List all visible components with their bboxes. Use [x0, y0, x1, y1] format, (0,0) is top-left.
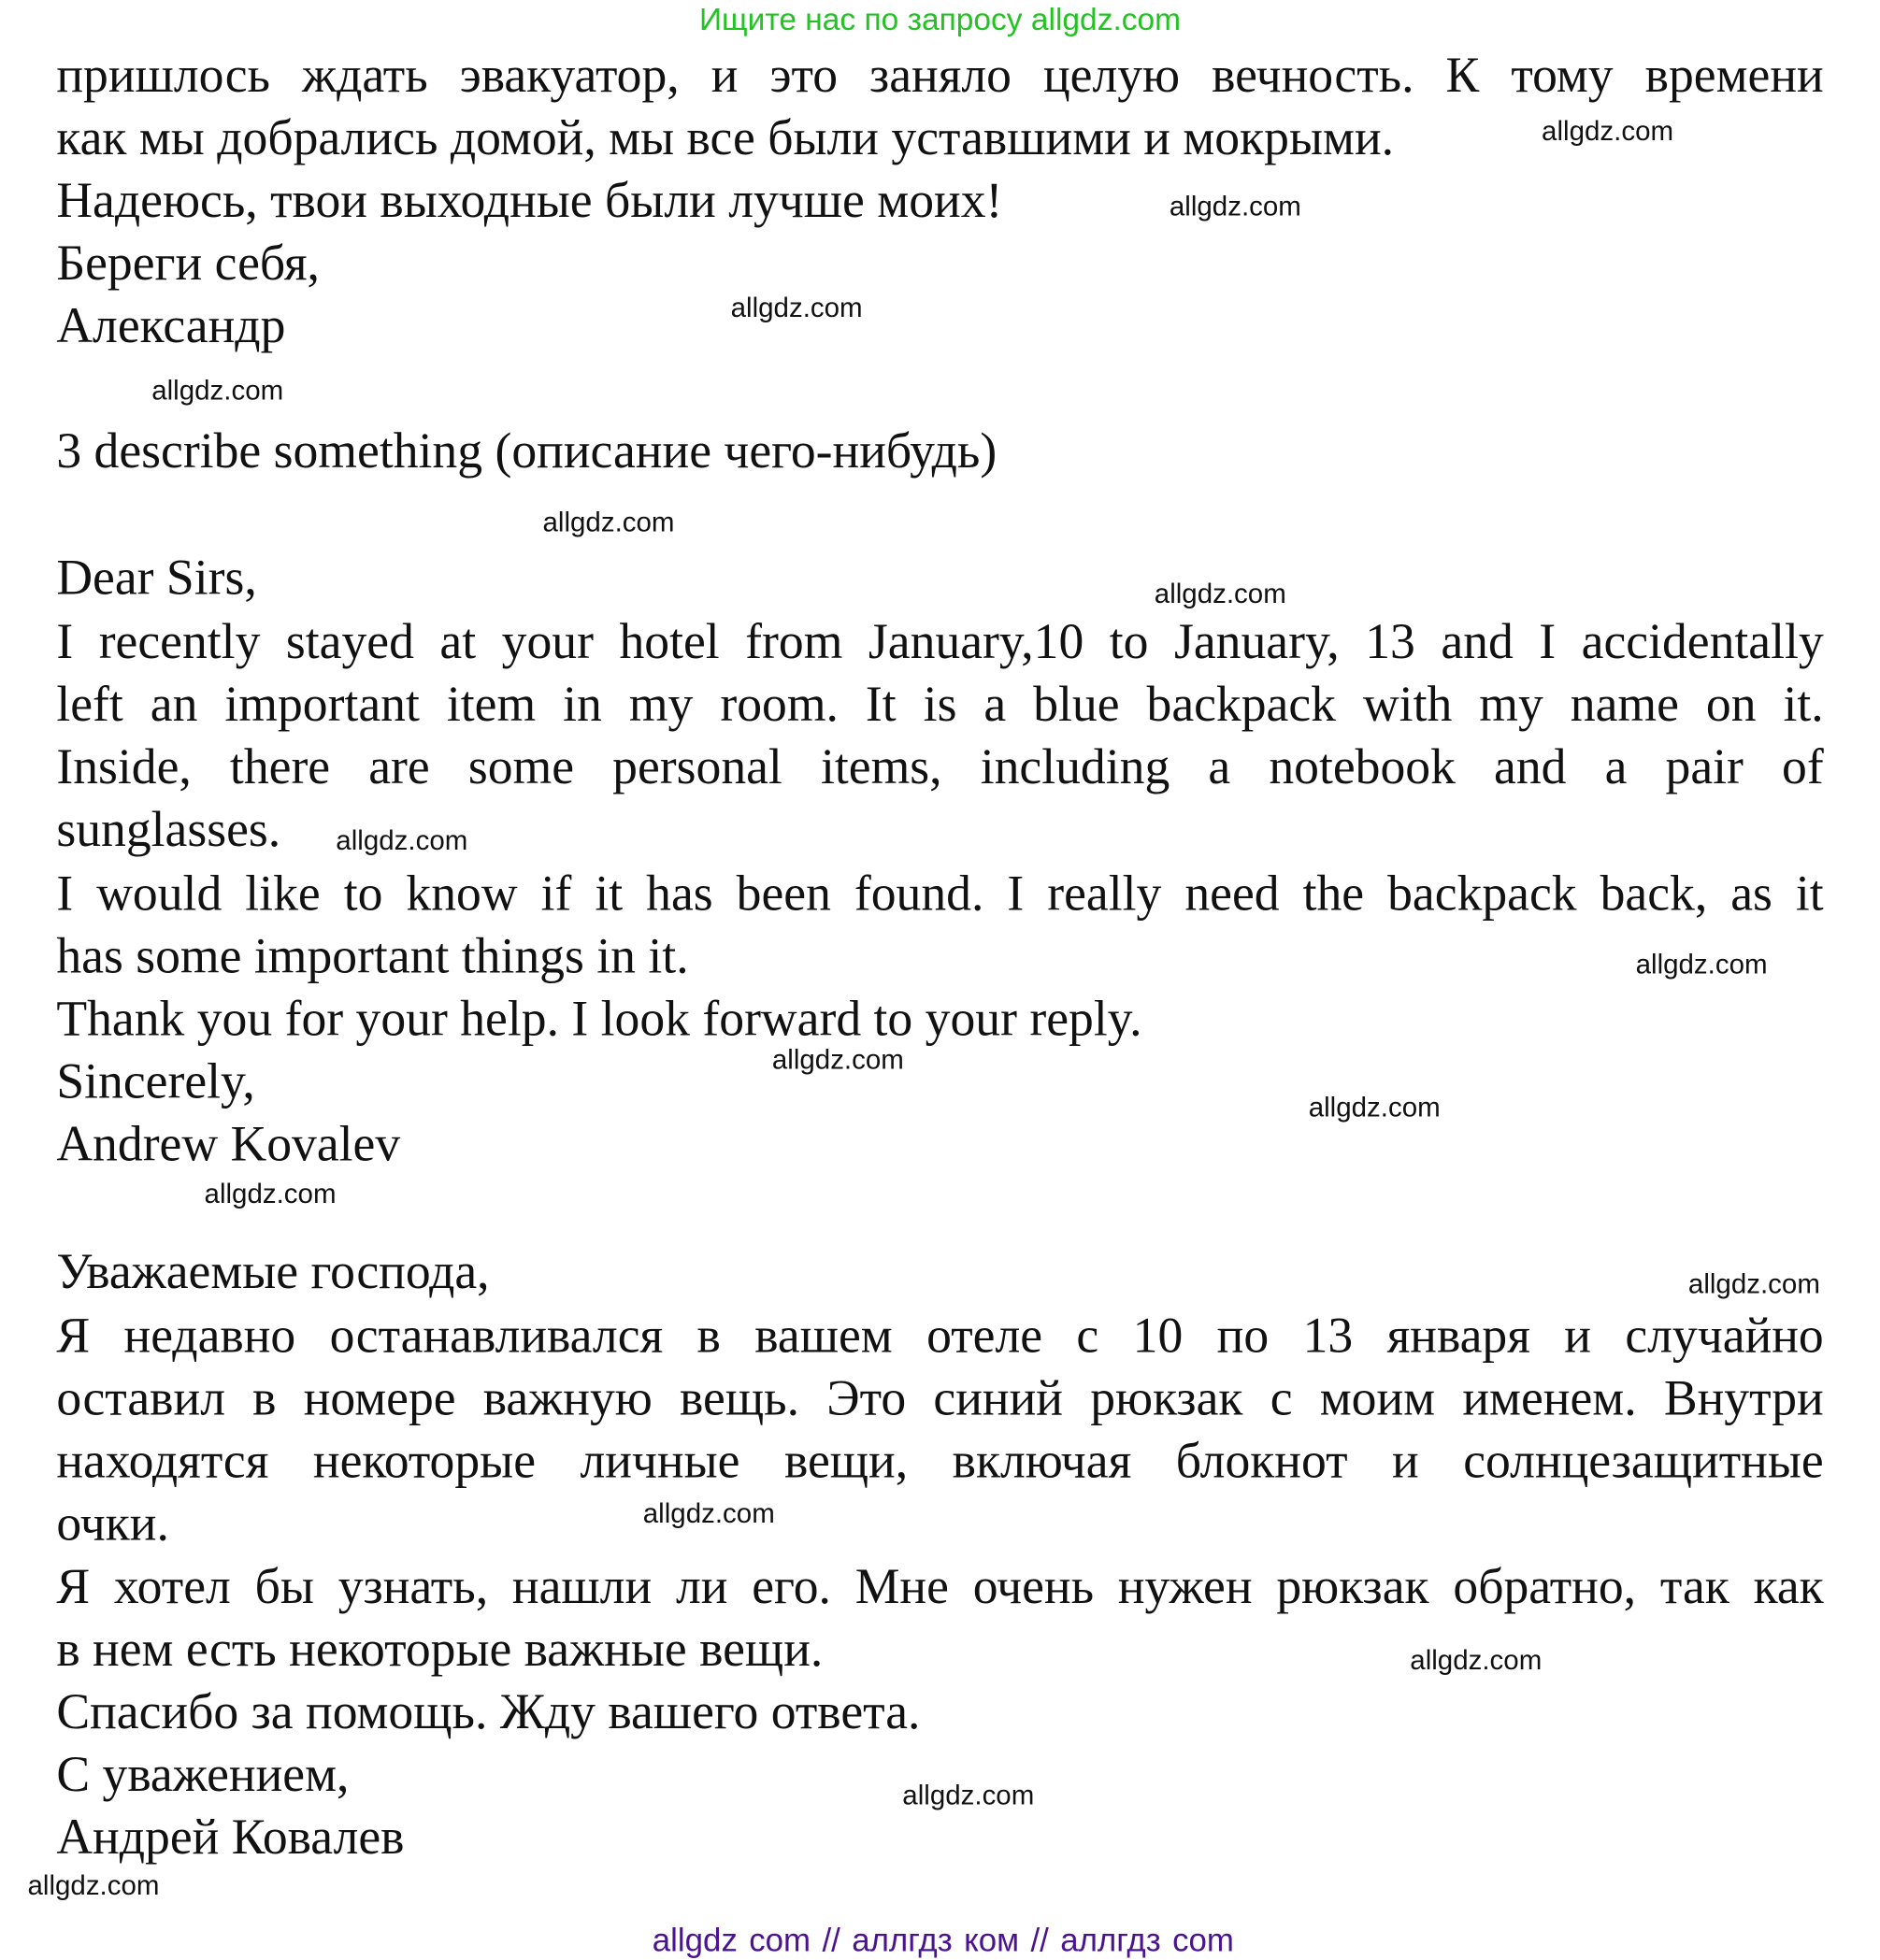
watermark: allgdz.com — [27, 1869, 160, 1901]
search-hint-banner: Ищите нас по запросу allgdz.com — [698, 2, 1182, 38]
watermark: allgdz.com — [902, 1779, 1035, 1811]
footer-watermark: allgdz com // аллгдз ком // аллгдз com — [652, 1921, 1234, 1959]
text-line: Уважаемые господа, — [56, 1242, 490, 1300]
text-line: как мы добрались домой, мы все были уставшими и мокрыми. — [56, 108, 1395, 165]
text-line: находятся некоторые личные вещи, включая блокнот и солнцезащитные — [56, 1432, 1824, 1489]
watermark: allgdz.com — [771, 1043, 904, 1076]
text-line: Sincerely, — [56, 1052, 255, 1109]
text-line: Береги себя, — [56, 234, 320, 292]
text-line: Андрей Ковалев — [56, 1808, 405, 1865]
watermark: allgdz.com — [1635, 948, 1768, 980]
text-line: С уважением, — [56, 1745, 350, 1802]
watermark: allgdz.com — [730, 292, 863, 323]
text-line: Dear Sirs, — [56, 549, 257, 606]
text-line: 3 describe something (описание чего-нибудь) — [56, 422, 997, 479]
watermark: allgdz.com — [1308, 1091, 1441, 1123]
text-line: Inside, there are some personal items, including a notebook and a pair of — [56, 737, 1824, 795]
text-line: очки. — [56, 1495, 169, 1552]
text-line: Я недавно останавливался в вашем отеле с 10 по 13 января и случайно — [56, 1307, 1824, 1364]
watermark: allgdz.com — [542, 506, 675, 538]
watermark: allgdz.com — [1542, 115, 1674, 147]
text-line: пришлось ждать эвакуатор, и это заняло целую вечность. К тому времени — [56, 46, 1824, 103]
text-line: has some important things in it. — [56, 927, 689, 984]
watermark: allgdz.com — [1687, 1267, 1820, 1300]
text-line: Александр — [56, 296, 286, 354]
text-line: Надеюсь, твои выходные были лучше моих! — [56, 171, 1003, 229]
text-line: в нем есть некоторые важные вещи. — [56, 1620, 824, 1677]
watermark: allgdz.com — [204, 1178, 337, 1209]
watermark: allgdz.com — [151, 374, 284, 407]
text-line: Thank you for your help. I look forward to your reply. — [56, 990, 1142, 1047]
watermark: allgdz.com — [1154, 578, 1286, 609]
text-line: I recently stayed at your hotel from January,10 to January, 13 and I accidentally — [56, 612, 1824, 669]
text-line: Andrew Kovalev — [56, 1115, 401, 1172]
watermark: allgdz.com — [1169, 190, 1301, 222]
text-line: Спасибо за помощь. Жду вашего ответа. — [56, 1682, 921, 1739]
text-line: Я хотел бы узнать, нашли ли его. Мне очень нужен рюкзак обратно, так как — [56, 1557, 1824, 1614]
watermark: allgdz.com — [1410, 1643, 1543, 1676]
text-line: I would like to know if it has been found. I really need the backpack back, as it — [56, 865, 1824, 922]
text-line: left an important item in my room. It is a blue backpack with my name on it. — [56, 675, 1824, 732]
watermark: allgdz.com — [336, 824, 468, 856]
watermark: allgdz.com — [642, 1497, 775, 1529]
text-line: sunglasses. — [56, 800, 281, 858]
text-line: оставил в номере важную вещь. Это синий рюкзак с моим именем. Внутри — [56, 1369, 1824, 1426]
